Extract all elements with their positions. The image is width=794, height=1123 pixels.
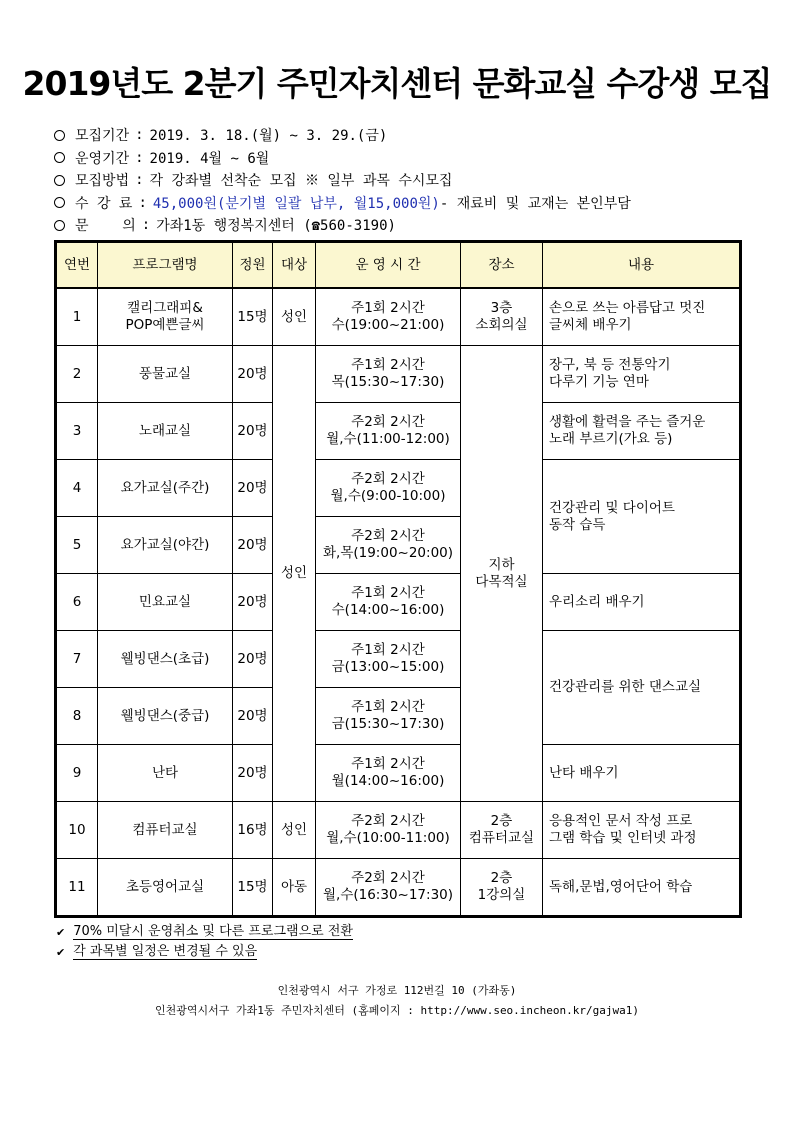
time-frequency: 주2회 2시간 [351, 471, 425, 488]
info-colon: : [135, 172, 144, 189]
cell-name: 요가교실(주간) [98, 460, 233, 517]
time-hours: 목(15:30~17:30) [331, 374, 445, 391]
cell-place: 2층 1강의실 [461, 859, 543, 916]
cell-content: 손으로 쓰는 아름답고 멋진 글씨체 배우기 [543, 288, 740, 346]
cell-no: 10 [57, 802, 98, 859]
time-frequency: 주2회 2시간 [351, 870, 425, 886]
table-row [57, 859, 740, 916]
time-hours: 월,수(11:00-12:00) [326, 431, 450, 448]
program-table [56, 242, 740, 916]
table-row [57, 745, 740, 802]
table-row [57, 574, 740, 631]
cell-name: 초등영어교실 [98, 859, 233, 916]
info-label: 모집방법 [75, 173, 130, 190]
cell-capacity: 20명 [233, 460, 273, 517]
cell-content: 장구, 북 등 전통악기 다루기 기능 연마 [543, 346, 740, 403]
cell-no: 9 [57, 745, 98, 802]
time-frequency: 주1회 2시간 [351, 300, 425, 317]
info-contact [52, 214, 772, 237]
cell-no: 8 [57, 688, 98, 745]
time-hours: 월(14:00~16:00) [331, 773, 445, 790]
cell-no: 6 [57, 574, 98, 631]
footer-center-info: 인천광역시서구 가좌1동 주민자치센터 (홈페이지 : http://www.seo.incheon.kr/gajwa1) [154, 1004, 640, 1017]
cell-no: 2 [57, 346, 98, 403]
time-hours: 월,수(16:30~17:30) [322, 887, 454, 903]
time-hours: 수(19:00~21:00) [331, 317, 445, 334]
cell-target: 아동 [273, 859, 316, 916]
cell-content: 독해,문법,영어단어 학습 [543, 859, 740, 916]
info-method [52, 169, 772, 192]
cell-name: 요가교실(야간) [98, 517, 233, 574]
cell-time [316, 859, 461, 916]
info-value: 2019. 3. 18.(월) ~ 3. 29.(금) [149, 128, 388, 145]
circle-bullet-icon [54, 220, 65, 231]
notes-list [56, 922, 353, 962]
table-row [57, 802, 740, 859]
cell-time [316, 288, 461, 346]
cell-target: 성인 [273, 802, 316, 859]
time-frequency: 주2회 2시간 [351, 528, 425, 545]
cell-time [316, 802, 461, 859]
cell-capacity: 20명 [233, 346, 273, 403]
cell-name: 웰빙댄스(초급) [98, 631, 233, 688]
info-label: 문 의 [75, 218, 136, 235]
cell-content: 생활에 활력을 주는 즐거운 노래 부르기(가요 등) [543, 403, 740, 460]
header-name: 프로그램명 [98, 243, 233, 289]
cell-name: 웰빙댄스(중급) [98, 688, 233, 745]
circle-bullet-icon [54, 197, 65, 208]
cell-no: 5 [57, 517, 98, 574]
time-frequency: 주2회 2시간 [351, 414, 425, 431]
circle-bullet-icon [54, 175, 65, 186]
info-colon: : [141, 217, 151, 234]
info-colon: : [135, 127, 144, 144]
cell-target: 성인 [273, 346, 316, 802]
cell-no: 3 [57, 403, 98, 460]
cell-capacity: 20명 [233, 688, 273, 745]
info-label: 모집기간 [75, 128, 130, 145]
page-title: 2019년도 2분기 주민자치센터 문화교실 수강생 모집 [22, 64, 772, 103]
time-hours: 월,수(9:00-10:00) [330, 488, 446, 505]
time-frequency: 주1회 2시간 [351, 585, 425, 602]
cell-no: 11 [57, 859, 98, 916]
cell-time [316, 745, 461, 802]
time-frequency: 주1회 2시간 [351, 699, 425, 716]
table-row [57, 288, 740, 346]
cell-content: 건강관리 및 다이어트 동작 습득 [543, 460, 740, 574]
table-row [57, 403, 740, 460]
checkmark-icon: ✔ [56, 945, 66, 959]
cell-content: 건강관리를 위한 댄스교실 [543, 631, 740, 745]
info-value: 각 강좌별 선착순 모집 ※ 일부 과목 수시모집 [149, 173, 453, 190]
cell-time [316, 574, 461, 631]
cell-no: 4 [57, 460, 98, 517]
cell-content: 응용적인 문서 작성 프로 그램 학습 및 인터넷 과정 [543, 802, 740, 859]
cell-target: 성인 [273, 288, 316, 346]
header-content: 내용 [543, 243, 740, 289]
cell-no: 1 [57, 288, 98, 346]
cell-capacity: 15명 [233, 859, 273, 916]
cell-name: 풍물교실 [98, 346, 233, 403]
info-fee [52, 192, 772, 215]
cell-capacity: 20명 [233, 403, 273, 460]
header-time: 운 영 시 간 [316, 243, 461, 289]
cell-capacity: 16명 [233, 802, 273, 859]
info-operation-period [52, 147, 772, 170]
info-value: - 재료비 및 교재는 본인부담 [439, 195, 631, 212]
time-frequency: 주1회 2시간 [351, 357, 425, 374]
note-item [56, 922, 353, 942]
cell-place: 지하 다목적실 [461, 346, 543, 802]
table-row [57, 631, 740, 688]
program-table-frame [54, 240, 742, 918]
time-hours: 월,수(10:00-11:00) [326, 830, 450, 847]
note-item [56, 942, 353, 962]
time-hours: 금(13:00~15:00) [331, 659, 445, 676]
circle-bullet-icon [54, 130, 65, 141]
time-frequency: 주2회 2시간 [351, 813, 425, 830]
time-frequency: 주1회 2시간 [351, 756, 425, 773]
info-fee-highlight: 45,000원(분기별 일괄 납부, 월15,000원) [152, 195, 440, 212]
cell-place: 3층 소회의실 [461, 288, 543, 346]
info-value: 가좌1동 행정복지센터 (☎560-3190) [156, 218, 396, 235]
footer-address: 인천광역시 서구 가정로 112번길 10 (가좌동) [277, 984, 517, 997]
cell-capacity: 20명 [233, 574, 273, 631]
cell-name: 난타 [98, 745, 233, 802]
cell-place: 2층 컴퓨터교실 [461, 802, 543, 859]
cell-time [316, 631, 461, 688]
cell-content: 우리소리 배우기 [543, 574, 740, 631]
header-capacity: 정원 [233, 243, 273, 289]
cell-time [316, 517, 461, 574]
cell-name: 노래교실 [98, 403, 233, 460]
cell-capacity: 15명 [233, 288, 273, 346]
table-row [57, 346, 740, 403]
time-hours: 화,목(19:00~20:00) [322, 545, 454, 562]
circle-bullet-icon [54, 152, 65, 163]
cell-no: 7 [57, 631, 98, 688]
cell-capacity: 20명 [233, 517, 273, 574]
time-hours: 수(14:00~16:00) [331, 602, 445, 619]
info-colon: : [135, 149, 144, 166]
header-place: 장소 [461, 243, 543, 289]
table-header-row [57, 243, 740, 289]
time-hours: 금(15:30~17:30) [331, 716, 445, 733]
cell-capacity: 20명 [233, 745, 273, 802]
info-value: 2019. 4월 ~ 6월 [149, 150, 270, 167]
info-recruit-period [52, 124, 772, 147]
cell-time [316, 460, 461, 517]
info-label: 수 강 료 [75, 195, 133, 212]
info-list [52, 124, 772, 237]
cell-content: 난타 배우기 [543, 745, 740, 802]
time-frequency: 주1회 2시간 [351, 642, 425, 659]
note-text: 70% 미달시 운영취소 및 다른 프로그램으로 전환 [73, 924, 353, 939]
table-row [57, 460, 740, 517]
cell-time [316, 346, 461, 403]
cell-name: 캘리그래피& POP예쁜글씨 [98, 288, 233, 346]
cell-time [316, 403, 461, 460]
checkmark-icon: ✔ [56, 925, 66, 939]
cell-time [316, 688, 461, 745]
info-label: 운영기간 [75, 150, 130, 167]
info-colon: : [138, 194, 147, 211]
cell-name: 민요교실 [98, 574, 233, 631]
header-target: 대상 [273, 243, 316, 289]
cell-capacity: 20명 [233, 631, 273, 688]
note-text: 각 과목별 일정은 변경될 수 있음 [73, 944, 258, 959]
cell-name: 컴퓨터교실 [98, 802, 233, 859]
header-no: 연번 [57, 243, 98, 289]
